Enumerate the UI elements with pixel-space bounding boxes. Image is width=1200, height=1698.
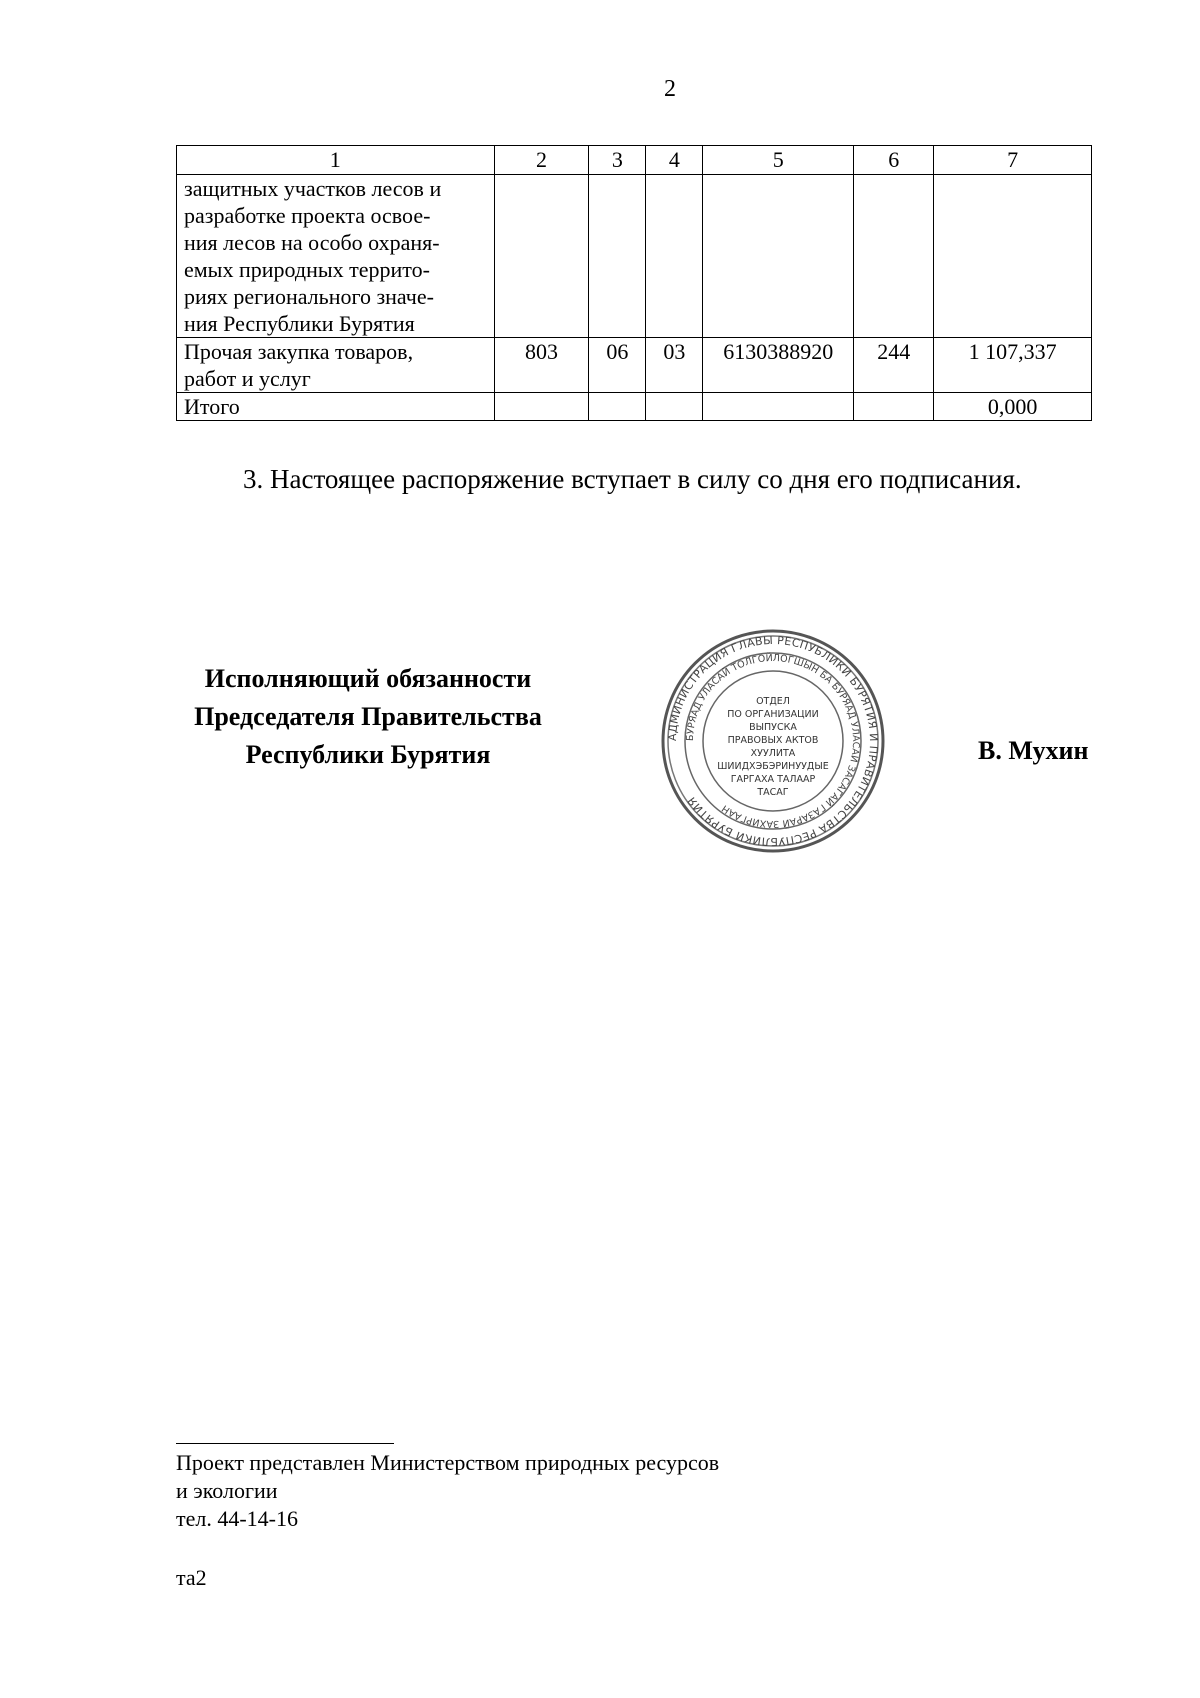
text-line: работ и услуг [184,366,311,391]
footnote [176,1449,719,1533]
page-number: 2 [664,76,676,102]
table-cell [494,393,589,421]
row-description [177,175,495,338]
table-cell [589,393,646,421]
stamp-inner-text: БУРЯАД УЛАСАЙ ТОЛГОЙЛОГШЫН БА БУРЯАД УЛАСАЙ ЗАСАГАЙ ГАЗАРАЙ ЗАХИРГААН [684,652,862,830]
column-header: 4 [646,146,703,175]
signatory-title [176,660,560,774]
table-cell [589,175,646,338]
row-description [177,338,495,393]
text-line: ния Республики Бурятия [184,311,415,336]
table-cell [934,175,1092,338]
stamp-line: ПРАВОВЫХ АКТОВ [727,735,819,746]
table-cell [854,175,934,338]
column-header: 2 [494,146,589,175]
table-row [177,338,1092,393]
table-cell: 803 [494,338,589,393]
row-description: Итого [177,393,495,421]
stamp-line: ТАСАГ [757,787,789,798]
table-cell: 1 107,337 [934,338,1092,393]
column-header: 1 [177,146,495,175]
document-code: та2 [176,1565,207,1590]
stamp-line: ШИИДХЭБЭРИНУУДЫЕ [717,761,829,772]
table-cell [703,175,854,338]
title-line: Председателя Правительства [194,702,542,731]
footnote-line: тел. 44-14-16 [176,1506,299,1531]
title-line: Республики Бурятия [245,740,491,769]
table-cell [703,393,854,421]
signatory-name: В. Мухин [978,736,1089,765]
table-cell [854,393,934,421]
stamp-line: ХУУЛИТА [750,748,796,759]
column-header: 3 [589,146,646,175]
official-seal-stamp [658,626,888,856]
column-header: 5 [703,146,854,175]
footnote-divider [176,1443,394,1444]
table-cell: 6130388920 [703,338,854,393]
text-line: Прочая закупка товаров, [184,339,414,364]
budget-table [176,145,1092,421]
table-cell [646,393,703,421]
stamp-line: ВЫПУСКА [749,722,797,733]
clause-3: 3. Настоящее распоряжение вступает в силу со дня его подписания. [243,464,1022,494]
text-line: ния лесов на особо охраня- [184,230,440,255]
table-cell [646,175,703,338]
table-cell: 06 [589,338,646,393]
table-cell: 03 [646,338,703,393]
table-row [177,175,1092,338]
stamp-line: ПО ОРГАНИЗАЦИИ [727,709,819,720]
footnote-line: и экологии [176,1478,278,1503]
text-line: риях регионального значе- [184,284,434,309]
table-cell: 244 [854,338,934,393]
stamp-line: ГАРГАХА ТАЛААР [730,774,816,785]
text-line: разработке проекта освое- [184,203,431,228]
stamp-line: ОТДЕЛ [756,696,790,707]
table-cell: 0,000 [934,393,1092,421]
table-cell [494,175,589,338]
column-header: 7 [934,146,1092,175]
table-row-total [177,393,1092,421]
text-line: защитных участков лесов и [184,176,442,201]
table-header-row [177,146,1092,175]
title-line: Исполняющий обязанности [204,664,532,693]
stamp-outer-text: АДМИНИСТРАЦИЯ ГЛАВЫ РЕСПУБЛИКИ БУРЯТИЯ И ПРАВИТЕЛЬСТВА РЕСПУБЛИКИ БУРЯТИЯ [665,633,881,849]
text-line: емых природных террито- [184,257,430,282]
column-header: 6 [854,146,934,175]
footnote-line: Проект представлен Министерством природных ресурсов [176,1450,720,1475]
